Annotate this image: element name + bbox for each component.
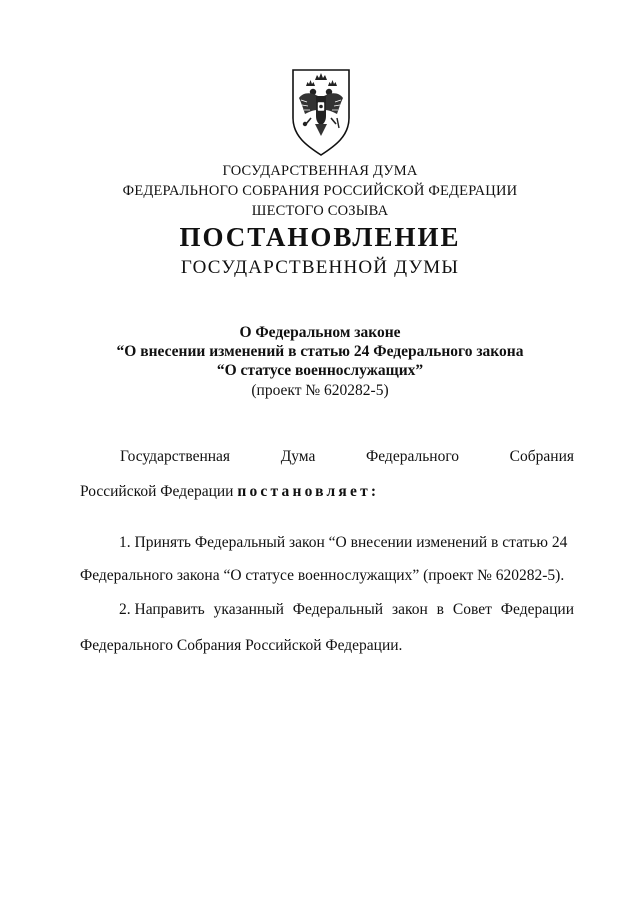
org-line-3: ШЕСТОГО СОЗЫВА bbox=[251, 203, 389, 219]
russian-coat-of-arms-icon bbox=[289, 66, 353, 158]
item-2-word: закон bbox=[391, 601, 428, 618]
intro-line-2 bbox=[80, 483, 379, 501]
item-2-line-1 bbox=[119, 601, 574, 619]
subject-line-2: “О внесении изменений в статью 24 Федерального закона bbox=[116, 343, 524, 360]
org-line-2: ФЕДЕРАЛЬНОГО СОБРАНИЯ РОССИЙСКОЙ ФЕДЕРАЦИИ bbox=[122, 183, 518, 199]
item-2-word: Совет bbox=[452, 601, 492, 618]
subject-line-1: О Федеральном законе bbox=[239, 324, 401, 341]
intro-prefix: Российской Федерации bbox=[80, 483, 234, 500]
project-number: (проект № 620282-5) bbox=[251, 382, 389, 399]
item-2-word: в bbox=[436, 601, 444, 618]
item-1-line-2: Федерального закона “О статусе военнослужащих” (проект № 620282-5). bbox=[80, 567, 565, 584]
document-title: ПОСТАНОВЛЕНИЕ bbox=[179, 222, 461, 252]
intro-word: Дума bbox=[280, 448, 316, 465]
item-2-word: Федеральный bbox=[292, 601, 384, 618]
item-2-word: указанный bbox=[213, 601, 284, 618]
intro-line-1 bbox=[120, 448, 574, 466]
item-2-word: 2. Направить bbox=[119, 601, 205, 618]
intro-word: Собрания bbox=[509, 448, 574, 465]
item-2-word: Федерации bbox=[500, 601, 574, 618]
document-subtitle: ГОСУДАРСТВЕННОЙ ДУМЫ bbox=[180, 257, 460, 278]
item-2-line-2: Федерального Собрания Российской Федерации. bbox=[80, 637, 403, 654]
intro-word: Федерального bbox=[366, 448, 460, 465]
intro-word: Государственная bbox=[120, 448, 231, 465]
org-line-1: ГОСУДАРСТВЕННАЯ ДУМА bbox=[222, 163, 418, 179]
subject-line-3: “О статусе военнослужащих” bbox=[216, 362, 424, 379]
item-1-line-1: 1. Принять Федеральный закон “О внесении изменений в статью 24 bbox=[119, 534, 568, 551]
resolves-word: постановляет: bbox=[237, 483, 380, 500]
